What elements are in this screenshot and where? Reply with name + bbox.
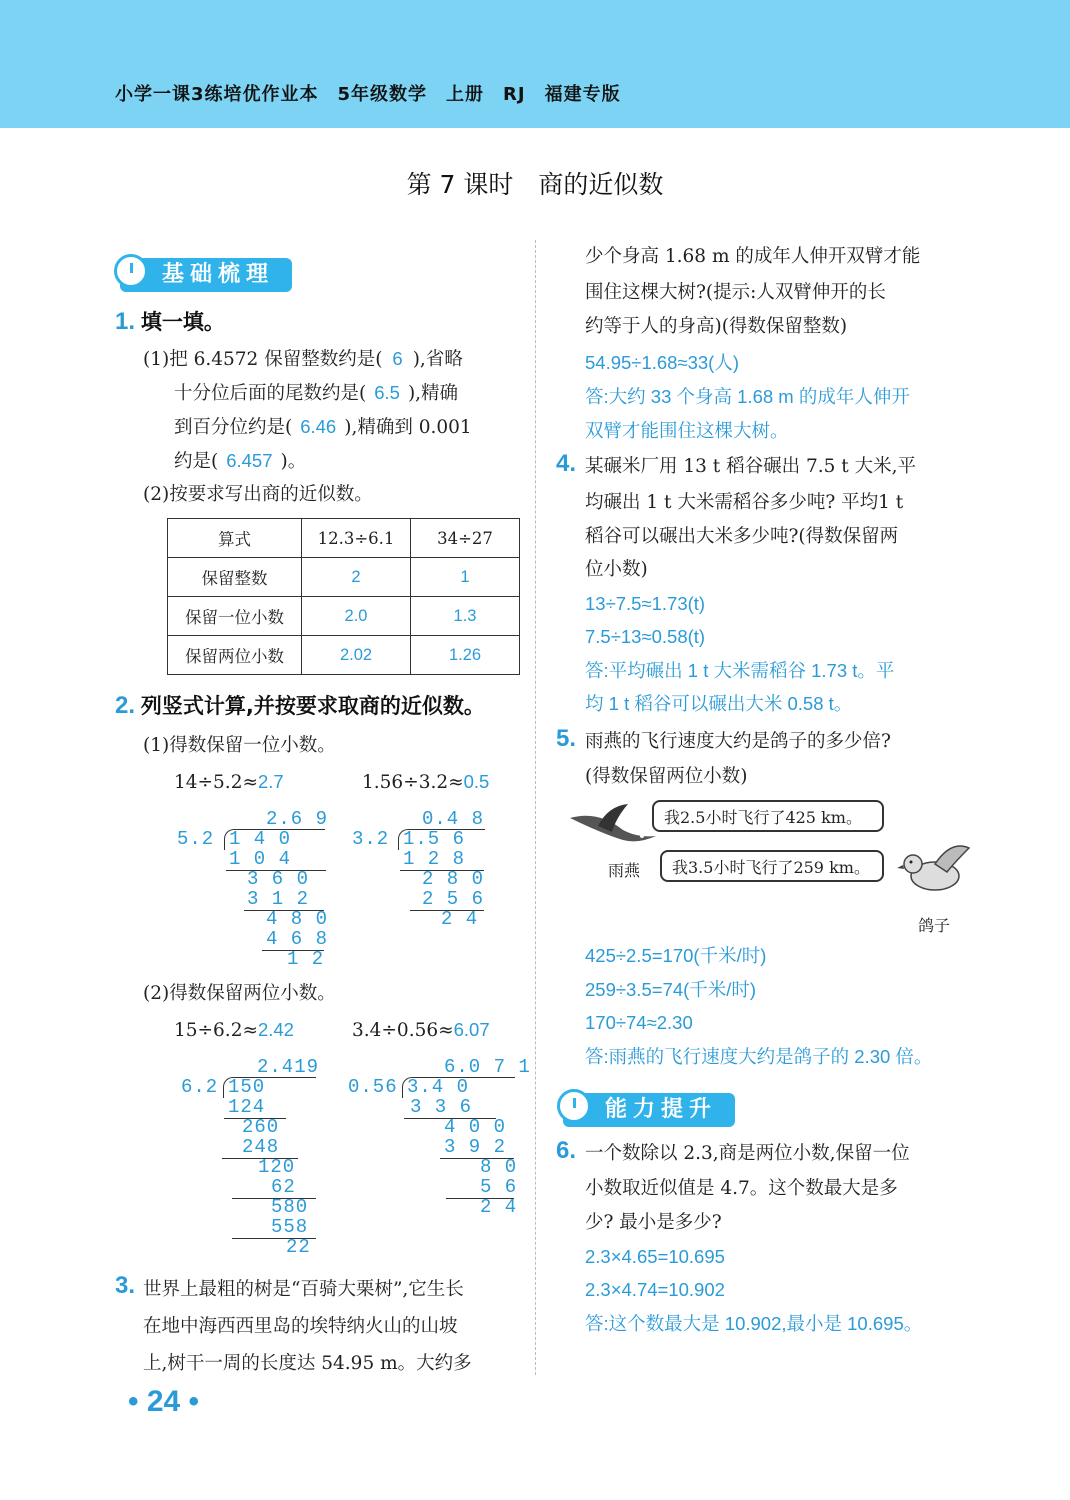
q5-answer4: 答:雨燕的飞行速度大约是鸽子的 2.30 倍。 xyxy=(585,1046,933,1067)
question-number: 3. xyxy=(115,1272,136,1299)
text: ),省略 xyxy=(412,349,463,370)
step: 5 6 xyxy=(480,1176,518,1198)
section-banner-basic xyxy=(120,258,292,292)
pigeon-label: 鸽子 xyxy=(918,916,951,935)
q6-line3: 少? 最小是多少? xyxy=(585,1212,722,1233)
swift-bird-icon xyxy=(568,800,658,860)
table-cell: 2 xyxy=(302,558,411,597)
expression: 15÷6.2≈ xyxy=(174,1020,258,1041)
q5-line1: 雨燕的飞行速度大约是鸽子的多少倍? xyxy=(585,731,891,752)
q4-line1: 某碾米厂用 13 t 稻谷碾出 7.5 t 大米,平 xyxy=(585,456,916,477)
table-row xyxy=(168,636,520,675)
clock-icon xyxy=(557,1089,591,1123)
divisor: 3.2 xyxy=(352,828,390,850)
table-row xyxy=(168,519,520,558)
step: 248 xyxy=(242,1136,280,1158)
q2-expr3 xyxy=(174,1018,294,1043)
q1-line1 xyxy=(143,347,463,372)
q4-line4: 位小数) xyxy=(585,559,648,580)
dividend: 1 4 0 xyxy=(229,828,292,850)
answer: 6.5 xyxy=(374,382,400,403)
text: ),精确 xyxy=(407,383,459,404)
answer: 6.457 xyxy=(226,450,273,471)
text: 约是( xyxy=(174,451,219,472)
text: )。 xyxy=(280,451,307,472)
q3-answer2: 答:大约 33 个身高 1.68 m 的成年人伸开 xyxy=(585,386,910,407)
question-number: 2. xyxy=(115,692,136,719)
text: 到百分位约是( xyxy=(174,417,293,438)
speech-bubble-pigeon: 我3.5小时飞行了259 km。 xyxy=(660,850,884,882)
step: 2 5 6 xyxy=(422,888,485,910)
q1-line4 xyxy=(174,449,306,474)
step: 124 xyxy=(228,1096,266,1118)
dividend: 1.5 6 xyxy=(403,828,466,850)
question-4 xyxy=(556,452,576,478)
table-cell: 2.02 xyxy=(302,636,411,675)
q4-answer2: 7.5÷13≈0.58(t) xyxy=(585,626,706,647)
question-1-head xyxy=(115,310,225,336)
q4-line3: 稻谷可以碾出大米多少吨?(得数保留两 xyxy=(585,526,899,547)
question-heading: 填一填。 xyxy=(140,310,225,334)
header-band xyxy=(0,0,1070,128)
answer: 6.07 xyxy=(453,1019,490,1040)
q3-answer3: 双臂才能围住这棵大树。 xyxy=(585,420,789,441)
row-label: 保留两位小数 xyxy=(168,636,302,675)
step: 3 9 2 xyxy=(444,1136,507,1158)
section-banner-advance xyxy=(563,1093,735,1127)
swift-label: 雨燕 xyxy=(608,861,641,880)
quotient: 2.419 xyxy=(257,1056,320,1078)
step: 260 xyxy=(242,1116,280,1138)
question-2-head xyxy=(115,694,485,720)
answer: 2.42 xyxy=(257,1019,294,1040)
step: 2 4 xyxy=(441,908,479,930)
answer: 2.7 xyxy=(257,771,284,792)
question-heading: 列竖式计算,并按要求取商的近似数。 xyxy=(140,694,485,718)
section-title: 能力提升 xyxy=(605,1097,718,1122)
q6-answer3: 答:这个数最大是 10.902,最小是 10.695。 xyxy=(585,1313,923,1334)
approx-table xyxy=(167,518,520,675)
table-header: 12.3÷6.1 xyxy=(302,519,411,558)
step: 4 6 8 xyxy=(266,928,329,950)
q6-line2: 小数取近似值是 4.7。这个数最大是多 xyxy=(585,1178,898,1199)
clock-icon xyxy=(114,254,148,288)
q5-answer3: 170÷74≈2.30 xyxy=(585,1012,693,1033)
q2-expr2 xyxy=(362,770,489,795)
text: 十分位后面的尾数约是( xyxy=(174,383,367,404)
step: 22 xyxy=(286,1236,311,1258)
step: 580 xyxy=(271,1196,309,1218)
question-6 xyxy=(556,1139,576,1165)
pigeon-bird-icon xyxy=(895,838,973,898)
q2-part1: (1)得数保留一位小数。 xyxy=(143,735,336,756)
expression: 3.4÷0.56≈ xyxy=(352,1020,454,1041)
page-title: 第 7 课时 商的近似数 xyxy=(406,170,664,199)
step: 4 8 0 xyxy=(266,908,329,930)
quotient: 6.0 7 1 xyxy=(444,1056,531,1078)
table-header: 算式 xyxy=(168,519,302,558)
question-number: 5. xyxy=(556,725,577,752)
q6-line1: 一个数除以 2.3,商是两位小数,保留一位 xyxy=(585,1143,910,1164)
header-text: 小学一课3练培优作业本 5年级数学 上册 RJ 福建专版 xyxy=(115,84,621,105)
step: 1 2 xyxy=(287,948,325,970)
step: 1 0 4 xyxy=(229,848,292,870)
step: 2 4 xyxy=(480,1196,518,1218)
q3-line5: 围住这棵大树?(提示:人双臂伸开的长 xyxy=(585,282,886,303)
quotient: 2.6 9 xyxy=(266,808,329,830)
step: 2 8 0 xyxy=(422,868,485,890)
q4-line2: 均碾出 1 t 大米需稻谷多少吨? 平均1 t xyxy=(585,492,904,513)
question-3 xyxy=(115,1274,135,1300)
q5-answer2: 259÷3.5=74(千米/时) xyxy=(585,979,757,1000)
page-number: • 24 • xyxy=(128,1385,200,1418)
table-cell: 2.0 xyxy=(302,597,411,636)
q4-answer4: 均 1 t 稻谷可以碾出大米 0.58 t。 xyxy=(585,693,853,714)
q4-answer1: 13÷7.5≈1.73(t) xyxy=(585,593,706,614)
q6-answer2: 2.3×4.74=10.902 xyxy=(585,1279,725,1300)
table-row xyxy=(168,558,520,597)
step: 558 xyxy=(271,1216,309,1238)
q2-expr1 xyxy=(174,770,284,795)
step: 3 1 2 xyxy=(247,888,310,910)
divisor: 0.56 xyxy=(348,1076,398,1098)
row-label: 保留整数 xyxy=(168,558,302,597)
question-number: 1. xyxy=(115,308,136,335)
q3-line3: 上,树干一周的长度达 54.95 m。大约多 xyxy=(143,1353,472,1374)
q2-expr4 xyxy=(352,1018,490,1043)
q1-line2 xyxy=(174,381,458,406)
q1-line3 xyxy=(174,415,472,440)
step: 3 3 6 xyxy=(410,1096,473,1118)
dividend: 150 xyxy=(228,1076,266,1098)
step: 3 6 0 xyxy=(247,868,310,890)
step: 1 2 8 xyxy=(403,848,466,870)
q4-answer3: 答:平均碾出 1 t 大米需稻谷 1.73 t。平 xyxy=(585,660,895,681)
table-cell: 1 xyxy=(411,558,520,597)
step: 62 xyxy=(271,1176,296,1198)
question-number: 4. xyxy=(556,450,577,477)
q2-part2: (2)得数保留两位小数。 xyxy=(143,983,336,1004)
answer: 6.46 xyxy=(300,416,337,437)
q3-line4: 少个身高 1.68 m 的成年人伸开双臂才能 xyxy=(585,246,921,267)
column-divider xyxy=(535,240,536,1375)
q3-line1: 世界上最粗的树是“百骑大栗树”,它生长 xyxy=(143,1279,464,1300)
table-header: 34÷27 xyxy=(411,519,520,558)
quotient: 0.4 8 xyxy=(422,808,485,830)
step: 120 xyxy=(258,1156,296,1178)
q3-answer1: 54.95÷1.68≈33(人) xyxy=(585,352,740,373)
divisor: 6.2 xyxy=(181,1076,219,1098)
row-label: 保留一位小数 xyxy=(168,597,302,636)
question-5 xyxy=(556,727,576,753)
text: ),精确到 0.001 xyxy=(344,417,472,438)
q6-answer1: 2.3×4.65=10.695 xyxy=(585,1246,725,1267)
question-number: 6. xyxy=(556,1137,577,1164)
expression: 14÷5.2≈ xyxy=(174,772,258,793)
speech-bubble-swift: 我2.5小时飞行了425 km。 xyxy=(652,800,884,832)
q5-answer1: 425÷2.5=170(千米/时) xyxy=(585,945,767,966)
text: (1)把 6.4572 保留整数约是( xyxy=(143,349,383,370)
table-cell: 1.26 xyxy=(411,636,520,675)
step: 8 0 xyxy=(480,1156,518,1178)
table-cell: 1.3 xyxy=(411,597,520,636)
expression: 1.56÷3.2≈ xyxy=(362,772,464,793)
q3-line6: 约等于人的身高)(得数保留整数) xyxy=(585,316,848,337)
answer: 6 xyxy=(392,348,403,369)
dividend: 3.4 0 xyxy=(407,1076,470,1098)
divisor: 5.2 xyxy=(177,828,215,850)
answer: 0.5 xyxy=(463,771,490,792)
step: 4 0 0 xyxy=(444,1116,507,1138)
q5-line2: (得数保留两位小数) xyxy=(585,766,748,787)
section-title: 基础梳理 xyxy=(162,262,275,287)
q1-part2: (2)按要求写出商的近似数。 xyxy=(143,484,373,505)
q3-line2: 在地中海西西里岛的埃特纳火山的山坡 xyxy=(143,1316,458,1337)
table-row xyxy=(168,597,520,636)
